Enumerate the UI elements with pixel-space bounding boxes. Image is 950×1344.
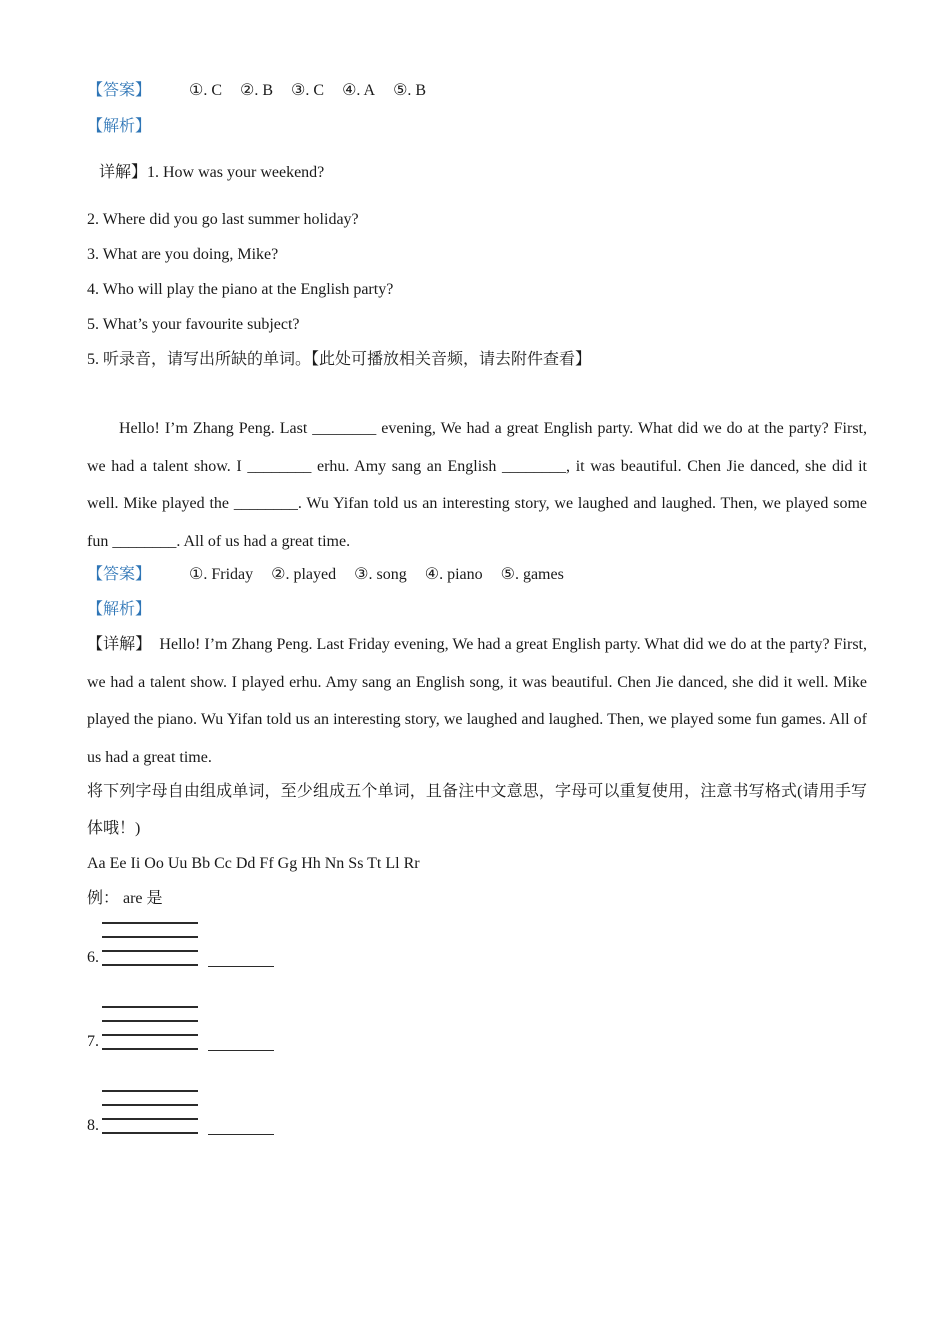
handwriting-guide-line (102, 1034, 198, 1036)
answer-item: ②. B (240, 82, 274, 99)
answer-item: ⑤. games (500, 566, 564, 583)
word-building-instruction: 将下列字母自由组成单词，至少组成五个单词，且备注中文意思，字母可以重复使用，注意书写格式(请用手写体哦！) (87, 783, 867, 837)
answer-item: ①. C (189, 82, 223, 99)
question-3: 3. What are you doing, Mike? (87, 246, 279, 263)
listening-instruction: 5. 听录音，请写出所缺的单词。【此处可播放相关音频，请去附件查看】 (87, 351, 592, 368)
handwriting-guide-line (102, 950, 198, 952)
detail-paragraph (87, 626, 867, 776)
item-number: 7. (87, 1033, 99, 1050)
answer-row-1 (87, 81, 440, 101)
writing-item-7 (87, 1006, 307, 1066)
analysis-tag: 【解析】 (87, 118, 152, 135)
handwriting-guide-line (102, 964, 198, 966)
question-2: 2. Where did you go last summer holiday? (87, 211, 359, 228)
answer-list (189, 565, 578, 585)
meaning-blank[interactable] (208, 966, 274, 967)
meaning-blank[interactable] (208, 1050, 274, 1051)
detail-line: 详解】1. How was your weekend? (99, 164, 325, 181)
analysis-tag: 【解析】 (87, 601, 152, 618)
answer-item: ④. piano (424, 566, 483, 583)
example-line: 例： are 是 (87, 890, 163, 907)
answer-item: ④. A (342, 82, 376, 99)
letter-list: Aa Ee Ii Oo Uu Bb Cc Dd Ff Gg Hh Nn Ss Tt Ll Rr (87, 855, 420, 872)
meaning-blank[interactable] (208, 1134, 274, 1135)
answer-item: ③. C (291, 82, 325, 99)
handwriting-guide-line (102, 1020, 198, 1022)
passage-text: Hello! I’m Zhang Peng. Last ________ evening, We had a great English party. What did we do at the party? First, we had a talent show. I ________ erhu. Amy sang an English ________, it was beautiful. Chen Jie danced, she did it well. Mike played the ________. Wu Yifan told us an interesting story, we laughed and laughed. Then, we played some fun ________. All of us had a great time. (87, 420, 867, 550)
question-5: 5. What’s your favourite subject? (87, 316, 300, 333)
answer-item: ①. Friday (189, 566, 254, 583)
question-4: 4. Who will play the piano at the English party? (87, 281, 394, 298)
handwriting-guide-line (102, 936, 198, 938)
item-number: 8. (87, 1117, 99, 1134)
answer-item: ③. song (354, 566, 407, 583)
handwriting-guide-line (102, 1118, 198, 1120)
passage (87, 410, 867, 560)
writing-item-6 (87, 922, 307, 982)
handwriting-guide-line (102, 1006, 198, 1008)
handwriting-guide-line (102, 1090, 198, 1092)
handwriting-guide-line (102, 1132, 198, 1134)
handwriting-guide-line (102, 1104, 198, 1106)
answer-list (189, 81, 440, 101)
detail-text: Hello! I’m Zhang Peng. Last Friday evening, We had a great English party. What did we do at the party? First, we had a talent show. I played erhu. Amy sang an English song, it was beautiful. Chen Jie danced, she did it well. Mike played the piano. Wu Yifan told us an interesting story, we laughed and laughed. Then, we played some fun games. All of us had a great time. (87, 636, 868, 766)
answer-item: ②. played (271, 566, 337, 583)
detail-tag: 【详解】 (87, 636, 152, 653)
answer-tag: 【答案】 (87, 82, 152, 99)
handwriting-guide-line (102, 1048, 198, 1050)
answer-tag: 【答案】 (87, 566, 152, 583)
item-number: 6. (87, 949, 99, 966)
writing-item-8 (87, 1090, 307, 1150)
answer-item: ⑤. B (393, 82, 427, 99)
handwriting-guide-line (102, 922, 198, 924)
answer-row-2 (87, 565, 578, 585)
